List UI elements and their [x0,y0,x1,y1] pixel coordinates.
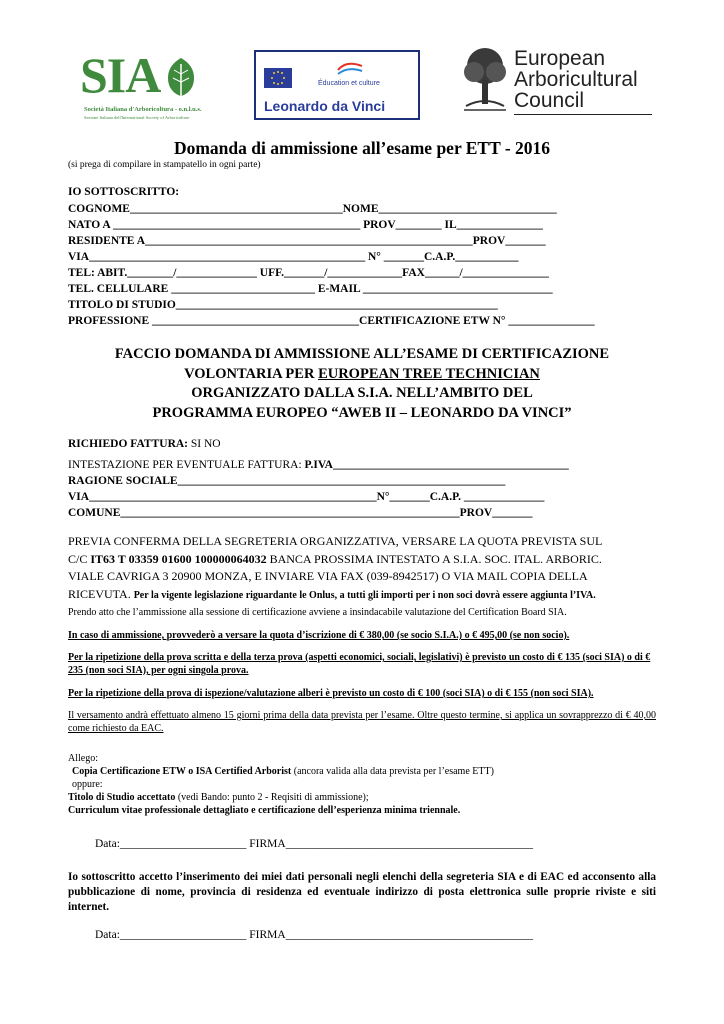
pagamento-cc-label: C/C [68,551,91,566]
allego-section [68,752,656,817]
pagamento-line-1: PREVIA CONFERMA DELLA SEGRETERIA ORGANIZZATIVA, VERSARE LA QUOTA PREVISTA SUL [68,534,603,548]
declaration-line-1: FACCIO DOMANDA DI AMMISSIONE ALL’ESAME DI CERTIFICAZIONE [114,346,610,362]
pagamento-ricevuta: RICEVUTA. [68,586,134,601]
sia-logo-subtitle-2: Sezione Italiana dell'International Society of Arboriculture [84,115,190,120]
via-field[interactable]: VIA________________________________________________ N° _______C.A.P.___________ [68,251,519,263]
declaration-line-2 [0,365,724,385]
allego-oppure: oppure: [72,779,103,790]
allego-titolo [68,791,656,804]
pagamento-paragraph [68,533,658,604]
allego-label: Allego: [68,753,98,764]
intestazione-field[interactable] [68,459,569,471]
allego-copia [68,765,656,778]
page-subtitle: (si prega di compilare in stampatello in ogni parte) [68,160,261,170]
declaration-line-2b: EUROPEAN TREE TECHNICIAN [318,365,540,382]
data-firma-field-2[interactable]: Data:______________________ FIRMA___________________________________________ [95,929,533,941]
consenso-privacy: Io sottoscritto accetto l’inserimento dei miei dati personali negli elenchi della segreteria SIA e di EAC ed acconsento alla pubblicazione di nome, provincia di residenza ed eventuale indirizzo di posta elettronica sulle proprie riviste e siti internet. [68,871,656,913]
prendo-atto-note: Prendo atto che l’ammissione alla sessione di certificazione avviene a insindacabile valutazione del Certification Board SIA. [68,607,567,618]
sia-logo [80,48,200,126]
io-sottoscritto-label: IO SOTTOSCRITTO: [68,186,180,198]
allego-titolo-bold: Titolo di Studio accettato [68,792,176,803]
certificazione-etw-label: CERTIFICAZIONE ETW N° _______________ [359,315,595,327]
eu-flag-icon [264,68,292,88]
pagamento-bank: BANCA PROSSIMA INTESTATO A S.I.A. SOC. ITAL. ARBORIC. [266,551,602,566]
nato-field[interactable]: NATO A ___________________________________________ PROV________ IL_______________ [68,219,543,231]
header-logos [0,40,724,125]
allego-copia-bold: Copia Certificazione ETW o ISA Certified Arborist [72,766,292,777]
pagamento-line-3: VIALE CAVRIGA 3 20900 MONZA, E INVIARE VIA FAX (039-8942517) O VIA MAIL COPIA DELLA [68,569,588,583]
professione-label: PROFESSIONE ____________________________________ [68,315,360,327]
leonardo-da-vinci-logo [254,50,420,120]
allego-titolo-normal: (vedi Bando: punto 2 - Reqisiti di ammissione); [175,792,369,803]
pagamento-line-2 [68,551,658,569]
ripetizione-prova-note: Per la ripetizione della prova scritta e della terza prova (aspetti economici, sociali, legislativi) è previsto un costo di € 135 (soci SIA) o di € 235 (non soci SIA), per ogni singola prova. [68,652,651,676]
leonardo-tagline: Éducation et culture [318,80,380,87]
eac-underline [514,114,652,115]
titolo-studio-field[interactable]: TITOLO DI STUDIO________________________________________________________ [68,299,498,311]
residente-field[interactable]: RESIDENTE A_________________________________________________________PROV_______ [68,235,546,247]
eac-line-2: Arboricultural [514,68,638,91]
ragione-sociale-field[interactable]: RAGIONE SOCIALE_________________________________________________________ [68,475,506,487]
eac-logo-text [514,48,638,111]
intestazione-label: INTESTAZIONE PER EVENTUALE FATTURA: [68,459,305,471]
eac-line-3: Council [514,89,585,112]
professione-field[interactable] [68,315,595,327]
page-title: Domanda di ammissione all’esame per ETT - 2016 [173,138,551,158]
oak-leaf-icon [164,56,198,100]
pagamento-line-4 [68,586,658,605]
cognome-nome-field[interactable]: COGNOME_____________________________________NOME_______________________________ [68,203,557,215]
quota-iscrizione-note: In caso di ammissione, provvederò a versare la quota d’iscrizione di € 380,00 (se socio S.I.A.) o € 495,00 (se non socio). [68,630,570,641]
versamento-note: Il versamento andrà effettuato almeno 15 giorni prima della data prevista per l’esame. Oltre questo termine, si applica un sovrapprezzo di € 40,00 come richiesto da EAC. [68,710,656,734]
richiedo-fattura-label: RICHIEDO FATTURA: [68,438,189,450]
allego-copia-normal: (ancora valida alla data prevista per l’esame ETT) [291,766,494,777]
allego-cv: Curriculum vitae professionale dettagliato e certificazione dell’esperienza minima triennale. [68,805,461,816]
ispezione-note: Per la ripetizione della prova di ispezione/valutazione alberi è previsto un costo di € 100 (soci SIA) o di € 155 (non soci SIA). [68,688,594,699]
sia-logo-text: SIA [80,47,161,103]
tel-field[interactable]: TEL: ABIT.________/______________ UFF._______/_____________FAX______/_______________ [68,267,549,279]
sia-logo-subtitle: Società Italiana d'Arboricoltura - o.n.l.u.s. [84,106,202,113]
tree-icon [460,44,510,116]
richiedo-fattura[interactable] [68,438,221,450]
declaration-line-4: PROGRAMMA EUROPEO “AWEB II – LEONARDO DA VINCI” [152,404,572,421]
cellulare-email-field[interactable]: TEL. CELLULARE _________________________ E-MAIL _________________________________ [68,283,553,295]
declaration-line-3: ORGANIZZATO DALLA S.I.A. NELL’AMBITO DEL [191,385,533,401]
data-firma-field-1[interactable]: Data:______________________ FIRMA___________________________________________ [95,838,533,850]
declaration-heading [0,345,724,423]
leonardo-name: Leonardo da Vinci [264,98,386,114]
eac-line-1: European [514,47,606,70]
fattura-via-field[interactable]: VIA__________________________________________________N°_______C.A.P. ______________ [68,491,545,503]
comune-field[interactable]: COMUNE___________________________________________________________PROV_______ [68,507,533,519]
piva-field[interactable]: P.IVA_________________________________________ [304,459,569,471]
iva-note: Per la vigente legislazione riguardante le Onlus, a tutti gli importi per i non soci dovrà essere aggiunta l’IVA. [133,589,596,601]
iban: IT63 T 03359 01600 100000064032 [90,551,267,566]
declaration-line-2a: VOLONTARIA PER [184,365,319,382]
education-culture-icon [336,58,364,78]
si-no-options[interactable]: SI NO [190,438,221,450]
